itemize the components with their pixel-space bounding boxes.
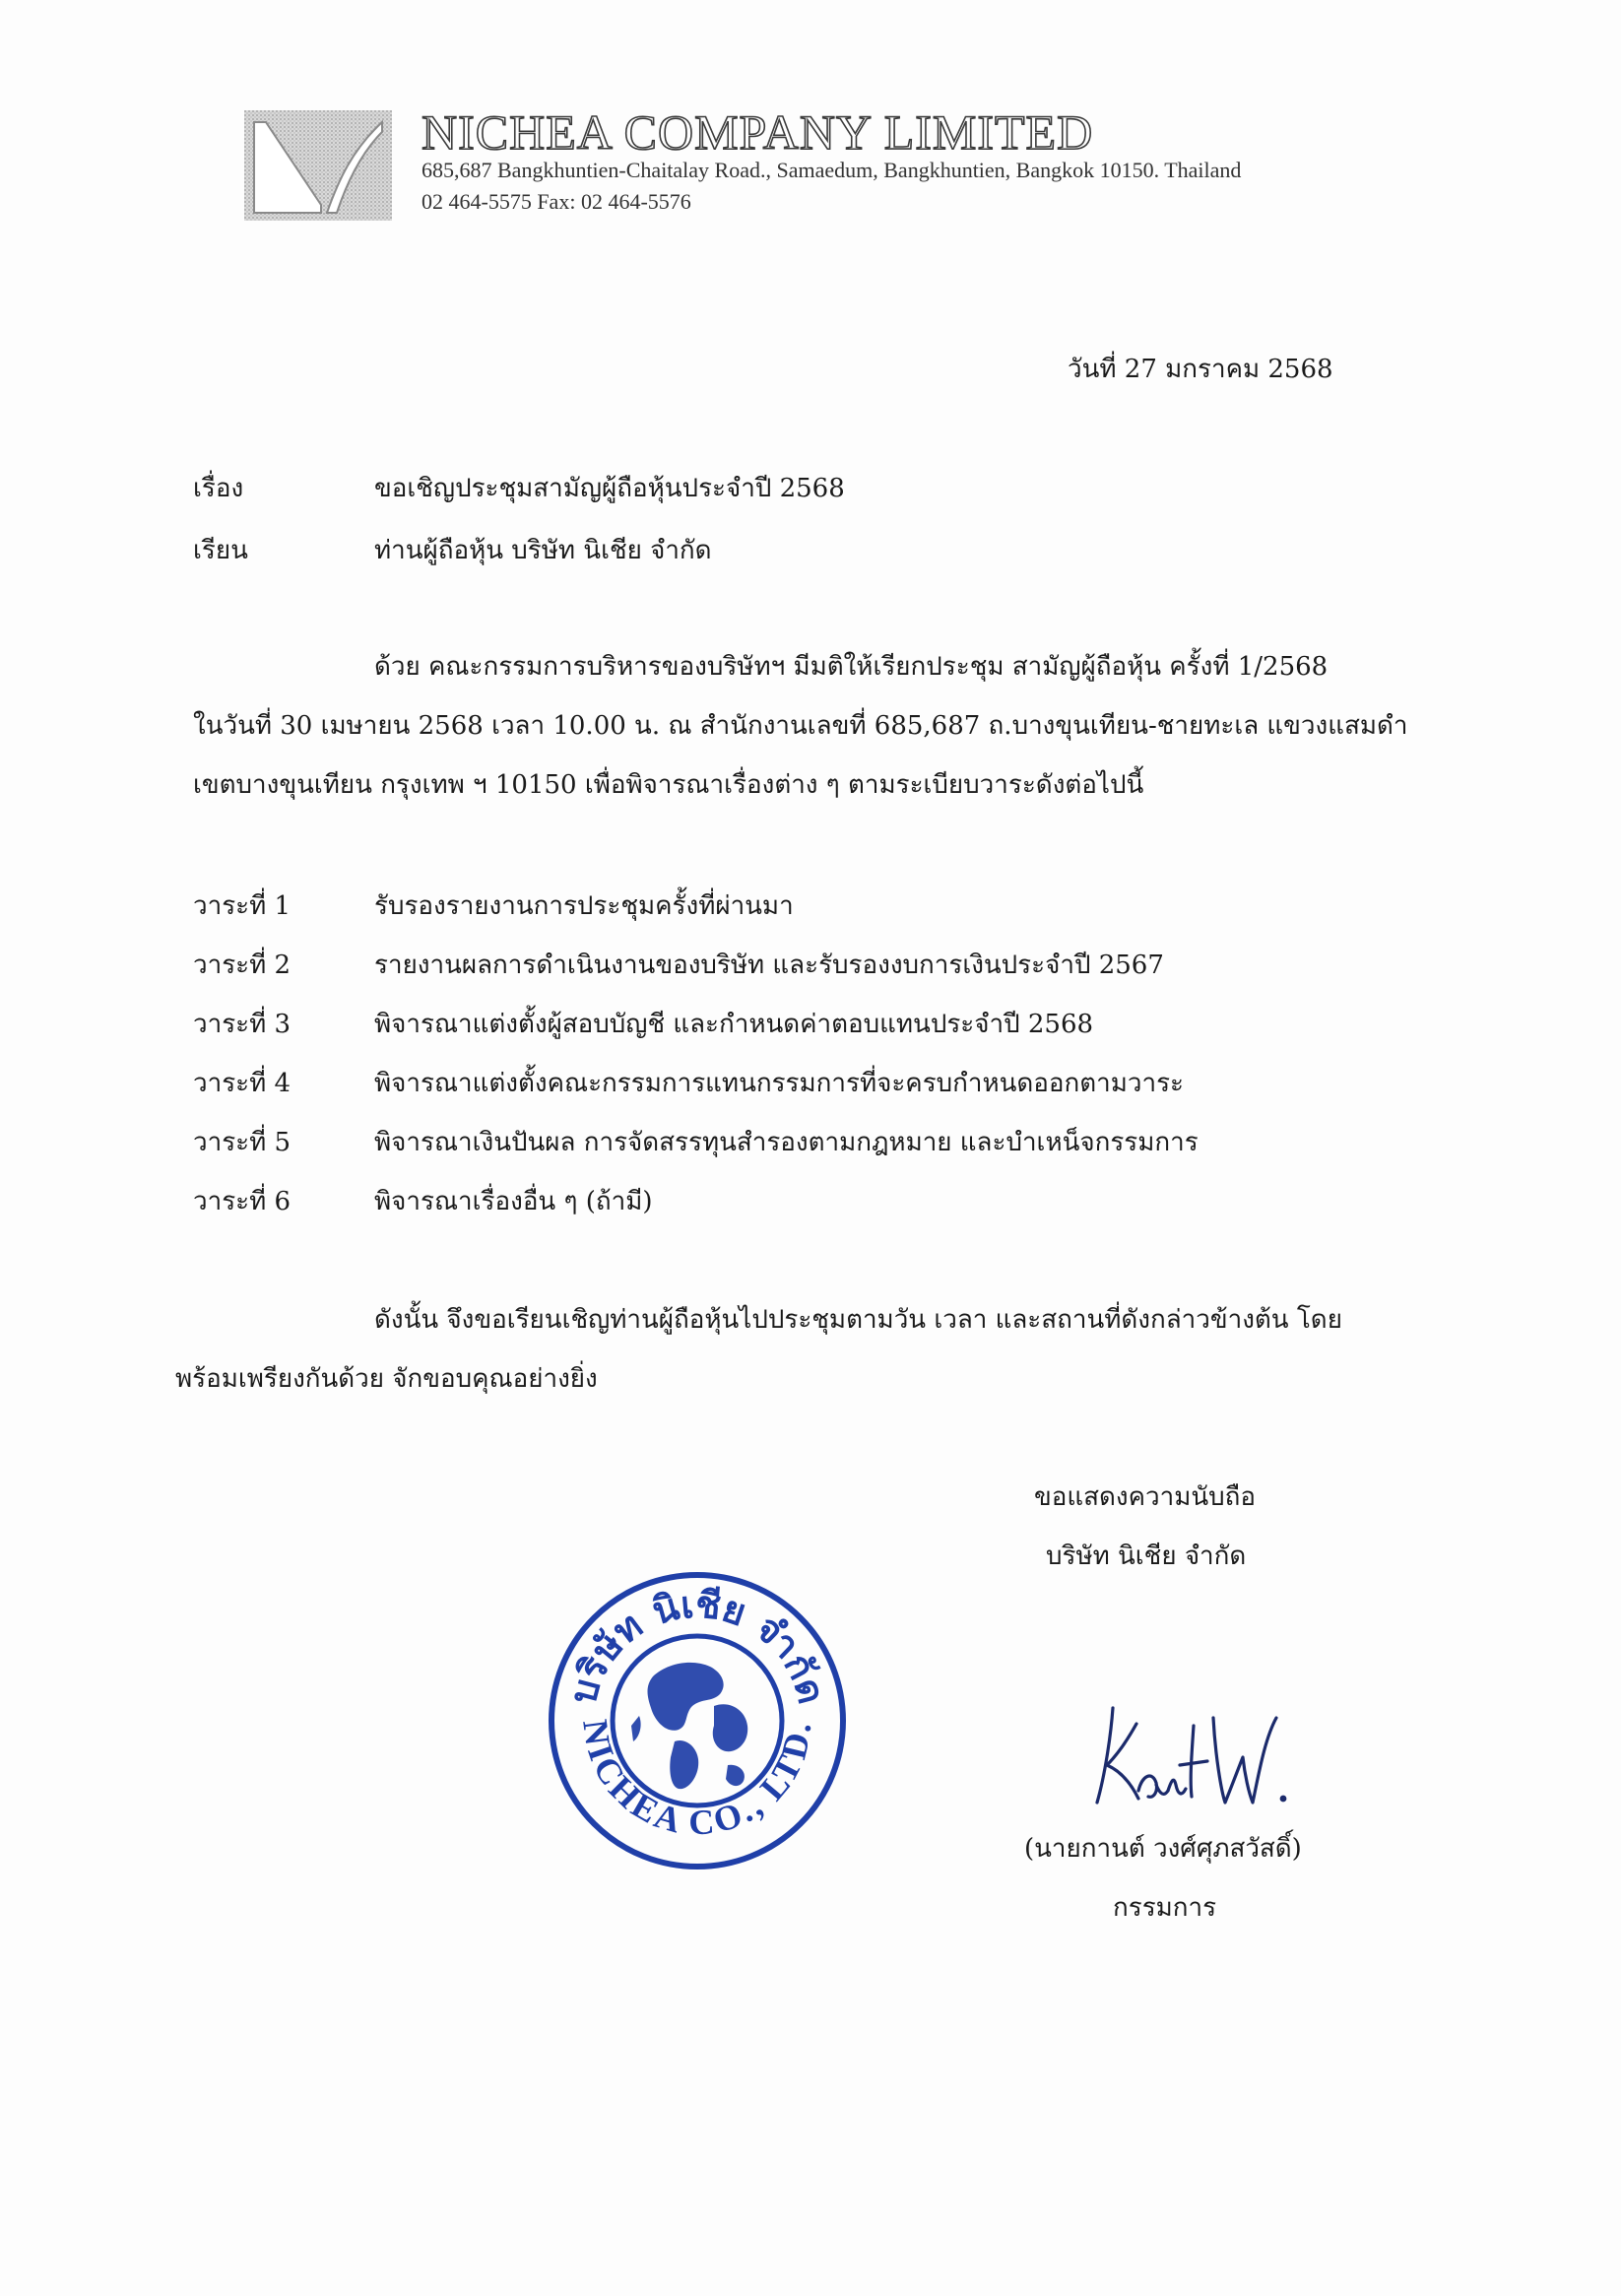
closing-paragraph-line: พร้อมเพรียงกันด้วย จักขอบคุณอย่างยิ่ง <box>175 1364 598 1394</box>
agenda-item-text: พิจารณาเงินปันผล การจัดสรรทุนสำรองตามกฎหมาย และบำเหน็จกรรมการ <box>374 1128 1199 1157</box>
company-stamp <box>545 1568 850 1873</box>
agenda-item-text: พิจารณาเรื่องอื่น ๆ (ถ้ามี) <box>374 1187 653 1216</box>
agenda-item-text: รับรองรายงานการประชุมครั้งที่ผ่านมา <box>374 891 794 921</box>
handwritten-signature <box>1083 1696 1290 1814</box>
agenda-item-number: วาระที่ 5 <box>193 1128 292 1157</box>
signer-name: (นายกานต์ วงศ์ศุภสวัสดิ์) <box>1024 1834 1302 1864</box>
company-logo-icon <box>244 110 392 221</box>
agenda-item-number: วาระที่ 1 <box>193 891 292 921</box>
agenda-item-number: วาระที่ 6 <box>193 1187 292 1216</box>
agenda-item-number: วาระที่ 3 <box>193 1010 292 1039</box>
agenda-item-text: พิจารณาแต่งตั้งผู้สอบบัญชี และกำหนดค่าตอบแทนประจำปี 2568 <box>374 1010 1094 1039</box>
sign-off-company: บริษัท นิเชีย จำกัด <box>1046 1542 1247 1571</box>
intro-paragraph-line: ด้วย คณะกรรมการบริหารของบริษัทฯ มีมติให้เรียกประชุม สามัญผู้ถือหุ้น ครั้งที่ 1/2568 <box>374 652 1329 682</box>
signer-title: กรรมการ <box>1113 1893 1217 1923</box>
letter-date: วันที่ 27 มกราคม 2568 <box>1068 355 1333 384</box>
subject-text: ขอเชิญประชุมสามัญผู้ถือหุ้นประจำปี 2568 <box>374 474 845 503</box>
recipient-label: เรียน <box>193 536 248 565</box>
agenda-item-number: วาระที่ 2 <box>193 951 292 980</box>
company-address: 685,687 Bangkhuntien-Chaitalay Road., Samaedum, Bangkhuntien, Bangkok 10150. Thailand <box>421 158 1242 182</box>
agenda-item-text: รายงานผลการดำเนินงานของบริษัท และรับรองงบการเงินประจำปี 2567 <box>374 951 1164 980</box>
company-name: NICHEA COMPANY LIMITED <box>421 104 1094 160</box>
intro-paragraph-line: เขตบางขุนเทียน กรุงเทพ ฯ 10150 เพื่อพิจารณาเรื่องต่าง ๆ ตามระเบียบวาระดังต่อไปนี้ <box>193 770 1144 800</box>
svg-text:NICHEA CO., LTD. <box>575 1717 818 1842</box>
subject-label: เรื่อง <box>193 474 244 503</box>
agenda-item-number: วาระที่ 4 <box>193 1069 292 1098</box>
recipient-text: ท่านผู้ถือหุ้น บริษัท นิเชีย จำกัด <box>374 536 712 565</box>
stamp-english-text: NICHEA CO., LTD. <box>575 1717 819 1843</box>
stamp-thai-text: บริษัท นิเชีย จำกัด <box>560 1582 834 1709</box>
company-phone-fax: 02 464-5575 Fax: 02 464-5576 <box>421 189 691 214</box>
closing-paragraph-line: ดังนั้น จึงขอเรียนเชิญท่านผู้ถือหุ้นไปประชุมตามวัน เวลา และสถานที่ดังกล่าวข้างต้น โดย <box>374 1305 1342 1335</box>
intro-paragraph-line: ในวันที่ 30 เมษายน 2568 เวลา 10.00 น. ณ สำนักงานเลขที่ 685,687 ถ.บางขุนเทียน-ชายทะเล แขวงแสมดำ <box>193 711 1408 741</box>
sign-off-closing: ขอแสดงความนับถือ <box>1034 1482 1256 1512</box>
agenda-item-text: พิจารณาแต่งตั้งคณะกรรมการแทนกรรมการที่จะครบกำหนดออกตามวาระ <box>374 1069 1185 1098</box>
globe-icon <box>631 1663 747 1789</box>
